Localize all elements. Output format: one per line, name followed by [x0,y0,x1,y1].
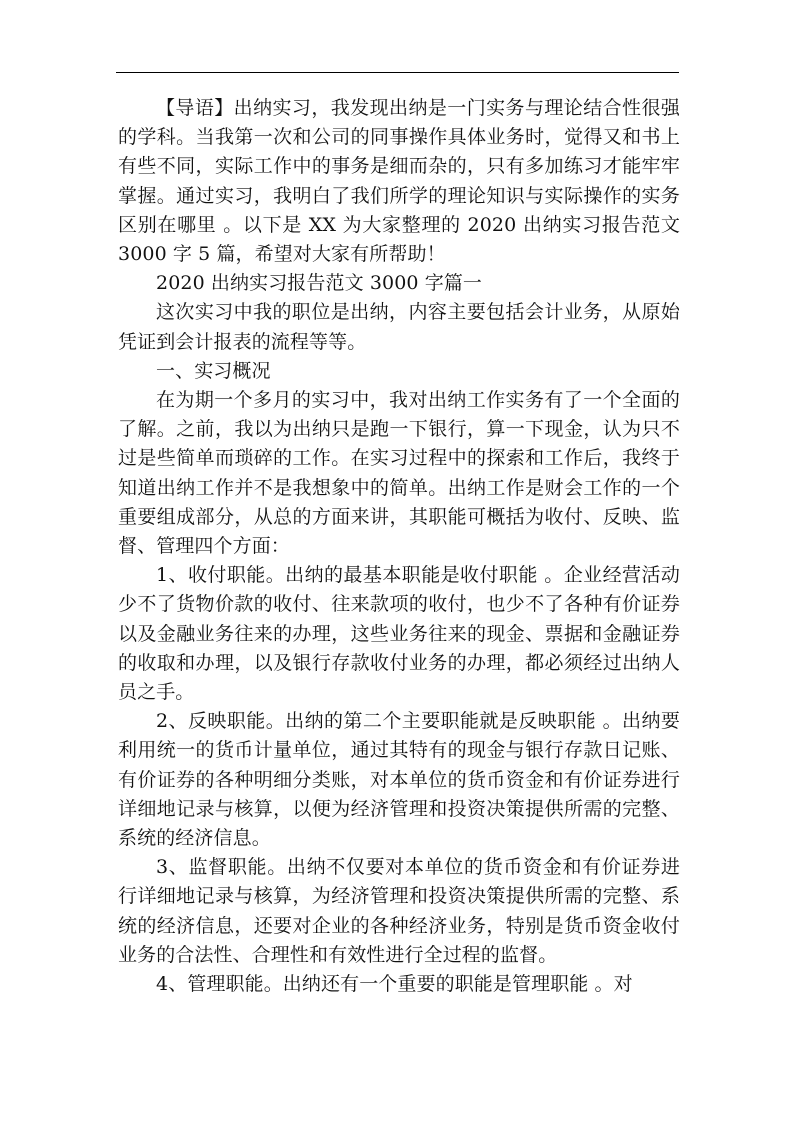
document-body [118,94,680,999]
header-rule [116,72,679,73]
list-item-paragraph: 4、管理职能。出纳还有一个重要的职能是管理职能 。对 [156,973,633,996]
body-paragraph: 在为期一个多月的实习中，我对出纳工作实务有了一个全面的了解。之前，我以为出纳只是跑一下银行，算一下现金，认为只不过是些简单而琐碎的工作。在实习过程中的探索和工作后，我终于知道出纳工作并不是我想象中的简单。出纳工作是财会工作的一个重要组成部分，从总的方面来讲，其职能可概括为收付、反映、监督、管理四个方面： [118,389,680,558]
intro-paragraph: 【导语】出纳实习，我发现出纳是一门实务与理论结合性很强的学科。当我第一次和公司的同事操作具体业务时，觉得又和书上有些不同，实际工作中的事务是细而杂的，只有多加练习才能牢牢掌握。通过实习，我明白了我们所学的理论知识与实际操作的实务区别在哪里 。以下是 XX 为大家整理的 2020 出纳实习报告范文 3000 字 5 篇，希望对大家有所帮助！ [118,97,680,266]
list-item-paragraph: 3、监督职能。出纳不仅要对本单位的货币资金和有价证券进行详细地记录与核算，为经济管理和投资决策提供所需的完整、系统的经济信息，还要对企业的各种经济业务，特别是货币资金收付业务的合法性、合理性和有效性进行全过程的监督。 [118,856,680,966]
section-title: 2020 出纳实习报告范文 3000 字篇一 [156,272,483,295]
list-item-paragraph: 1、收付职能。出纳的最基本职能是收付职能 。企业经营活动少不了货物价款的收付、往来款项的收付，也少不了各种有价证券以及金融业务往来的办理，这些业务往来的现金、票据和金融证券的收取和办理，以及银行存款收付业务的办理，都必须经过出纳人员之手。 [118,564,680,704]
section-heading: 一、实习概况 [156,359,271,382]
body-paragraph: 这次实习中我的职位是出纳，内容主要包括会计业务，从原始凭证到会计报表的流程等等。 [118,301,680,353]
list-item-paragraph: 2、反映职能。出纳的第二个主要职能就是反映职能 。出纳要利用统一的货币计量单位，通过其特有的现金与银行存款日记账、有价证券的各种明细分类账，对本单位的货币资金和有价证券进行详细地记录与核算，以便为经济管理和投资决策提供所需的完整、系统的经济信息。 [118,710,680,850]
